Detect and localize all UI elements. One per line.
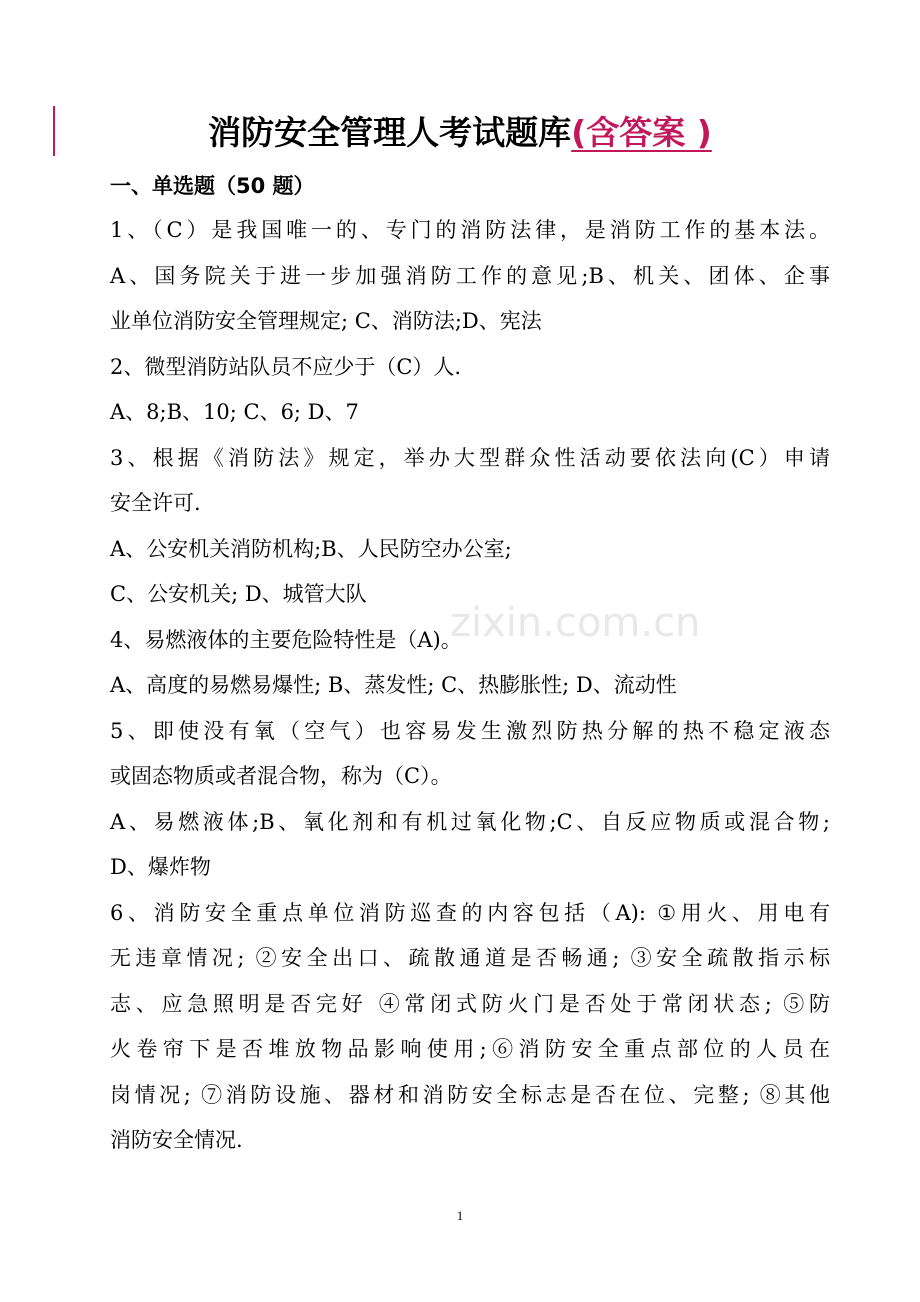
text-line: 4、易燃液体的主要危险特性是（A)。 [110, 627, 462, 652]
text-line: 5、即使没有氧（空气）也容易发生激烈防热分解的热不稳定液态 [110, 718, 830, 743]
text-line: 岗情况; ⑦消防设施、器材和消防安全标志是否在位、完整; ⑧其他 [110, 1082, 830, 1107]
title-suffix: (含答案 ) [571, 113, 712, 152]
question-body [110, 208, 830, 1164]
text-line: D、爆炸物 [110, 855, 211, 879]
text-line: 无违章情况; ②安全出口、疏散通道是否畅通; ③安全疏散指示标 [110, 946, 830, 970]
text-line: 6、消防安全重点单位消防巡查的内容包括（A): ①用火、用电有 [110, 900, 830, 925]
text-line: C、公安机关; D、城管大队 [110, 582, 367, 606]
text-line: 1、（C）是我国唯一的、专门的消防法律，是消防工作的基本法。 [110, 218, 830, 242]
text-line: 志、应急照明是否完好 ④常闭式防火门是否处于常闭状态; ⑤防 [110, 991, 830, 1016]
text-line: 消防安全情况. [110, 1128, 243, 1152]
watermark: zixin.com.cn [450, 600, 701, 646]
section-heading: 一、单选题（50 题） [110, 174, 315, 198]
text-line: A、公安机关消防机构;B、人民防空办公室; [110, 536, 512, 561]
text-line: 3、根据《消防法》规定，举办大型群众性活动要依法向(C）申请 [110, 445, 830, 470]
text-line: 或固态物质或者混合物，称为（C）。 [110, 764, 452, 788]
text-line: 安全许可. [110, 491, 201, 515]
text-line: A、国务院关于进一步加强消防工作的意见;B、机关、团体、企事 [110, 263, 830, 288]
text-line: A、易燃液体;B、氧化剂和有机过氧化物;C、自反应物质或混合物; [110, 809, 830, 834]
text-line: A、高度的易燃易爆性; B、蒸发性; C、热膨胀性; D、流动性 [110, 673, 677, 697]
text-line: 业单位消防安全管理规定; C、消防法;D、宪法 [110, 309, 542, 333]
document-title [0, 108, 920, 158]
page-number: 1 [456, 1208, 464, 1223]
text-line: 火卷帘下是否堆放物品影响使用;⑥消防安全重点部位的人员在 [110, 1037, 830, 1061]
text-line: 2、微型消防站队员不应少于（C）人. [110, 354, 462, 379]
title-main: 消防安全管理人考试题库 [208, 113, 572, 152]
text-line: A、8;B、10; C、6; D、7 [110, 400, 359, 424]
